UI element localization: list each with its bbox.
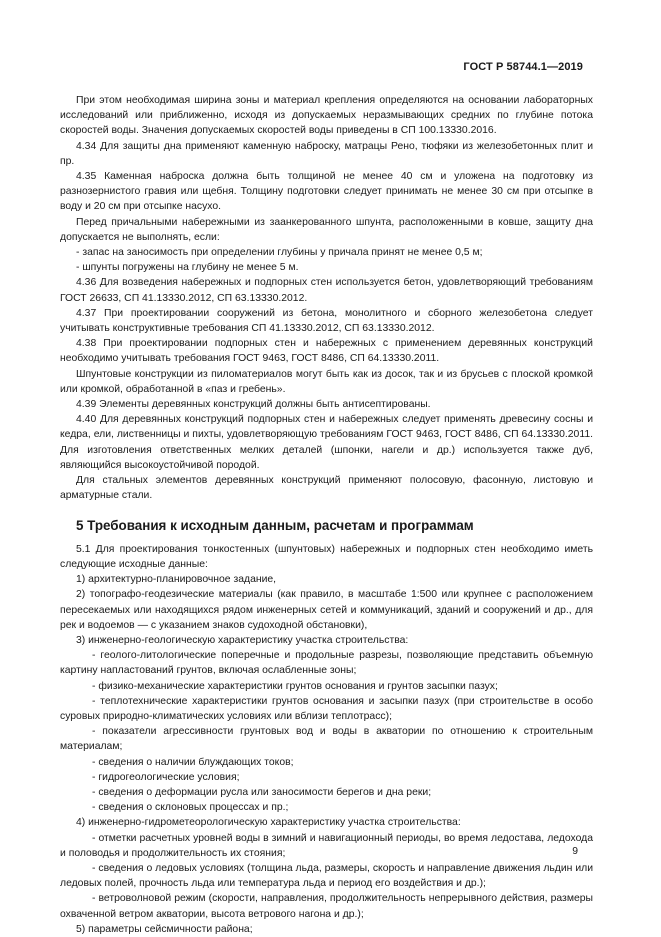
- paragraph: - показатели агрессивности грунтовых вод и воды в акватории по отношению к строительным материалам;: [60, 726, 593, 753]
- paragraph: - гидрогеологические условия;: [92, 771, 240, 783]
- paragraph: Шпунтовые конструкции из пиломатериалов могут быть как из досок, так и из брусьев с плоской кромкой или кромкой, обработанной в «паз и гребень».: [60, 368, 593, 395]
- paragraph: 4.38 При проектировании подпорных стен и набережных с применением деревянных конструкций необходимо учитывать требования ГОСТ 9463, ГОСТ 8486, СП 64.13330.2011.: [60, 338, 593, 365]
- paragraph: - сведения о склоновых процессах и пр.;: [92, 802, 289, 814]
- paragraph: 1) архитектурно-планировочное задание,: [76, 574, 277, 586]
- paragraph: - физико-механические характеристики грунтов основания и грунтов засыпки пазух;: [92, 680, 498, 692]
- paragraph: - ветроволновой режим (скорости, направления, продолжительность непрерывного действия, размеры охваченной ветром акватории, высота ветрового нагона и др.);: [60, 893, 593, 920]
- paragraph: 3) инженерно-геологическую характеристику участка строительства:: [76, 634, 409, 646]
- paragraph: 4.37 При проектировании сооружений из бетона, монолитного и сборного железобетона следует учитывать конструктивные требования СП 41.13330.2012, СП 63.13330.2012.: [60, 307, 593, 335]
- paragraph: - запас на заносимость при определении глубины у причала принят не менее 0,5 м;: [76, 247, 483, 259]
- paragraph: 5.1 Для проектирования тонкостенных (шпунтовых) набережных и подпорных стен необходимо иметь следующие исходные данные:: [60, 543, 593, 570]
- document-body: [60, 93, 593, 937]
- paragraph: Перед причальными набережными из заанкерованного шпунта, расположенными в ковше, защиту дна допускается не выполнять, если:: [60, 216, 593, 243]
- paragraph: - геолого-литологические поперечные и продольные разрезы, позволяющие представить объемную картину напластований грунтов, включая ослабленные зоны;: [60, 650, 593, 677]
- paragraph: 4) инженерно-гидрометеорологическую характеристику участка строительства:: [76, 817, 461, 829]
- paragraph: - теплотехнические характеристики грунтов основания и засыпки пазух (при строительстве в особо суровых природно-климатических условиях или вблизи теплотрасс);: [60, 695, 593, 722]
- paragraph: 4.39 Элементы деревянных конструкций должны быть антисептированы.: [76, 399, 431, 411]
- paragraph: 4.34 Для защиты дна применяют каменную наброску, матрацы Рено, тюфяки из железобетонных плит и пр.: [60, 140, 593, 167]
- page-number: 9: [572, 846, 578, 857]
- paragraph: 5) параметры сейсмичности района;: [76, 923, 253, 935]
- paragraph: - шпунты погружены на глубину не менее 5 м.: [76, 262, 299, 274]
- paragraph: Для стальных элементов деревянных конструкций применяют полосовую, фасонную, листовую и арматурные стали.: [60, 475, 593, 502]
- paragraph: - сведения о ледовых условиях (толщина льда, размеры, скорость и направление движения льдин или ледовых полей, прочность льда или температура льда и период его воздействия и др.);: [60, 862, 593, 890]
- paragraph: 4.36 Для возведения набережных и подпорных стен используется бетон, удовлетворяющий требованиям ГОСТ 26633, СП 41.13330.2012, СП 63.13330.2012.: [60, 277, 593, 304]
- paragraph: - сведения о деформации русла или заносимости берегов и дна реки;: [92, 786, 432, 798]
- paragraph: 4.35 Каменная наброска должна быть толщиной не менее 40 см и уложена на подготовку из разнозернистого гравия или щебня. Толщину подготовки следует принимать не менее 30 см при отсыпке в воду и 20 см при отсыпке насухо.: [60, 171, 593, 213]
- paragraph: 2) топографо-геодезические материалы (как правило, в масштабе 1:500 или крупнее с расположением пересекаемых или находящихся рядом инженерных сетей и коммуникаций, зданий и сооружений и др., для рек и водоемов — с указанием знаков судоходной обстановки),: [60, 589, 593, 631]
- paragraph: - сведения о наличии блуждающих токов;: [92, 756, 294, 768]
- document-header: ГОСТ Р 58744.1—2019: [463, 61, 583, 73]
- clause-5-text: [60, 542, 593, 937]
- paragraph: При этом необходимая ширина зоны и материал крепления определяются на основании лабораторных исследований или приближенно, исходя из допускаемых неразмывающих средних по глубине потока скоростей воды. Значения допускаемых скоростей воды приведены в СП 100.13330.2016.: [60, 95, 593, 137]
- clause-4-text: [60, 93, 593, 503]
- paragraph: - отметки расчетных уровней воды в зимний и навигационный периоды, во время ледостава, ледохода и половодья и продолжительность их стояния;: [60, 832, 593, 859]
- section-5-heading: 5 Требования к исходным данным, расчетам и программам: [76, 518, 474, 534]
- paragraph: 4.40 Для деревянных конструкций подпорных стен и набережных следует применять древесину сосны и кедра, ели, лиственницы и пихты, удовлетворяющую требованиям ГОСТ 9463, ГОСТ 8486, СП 64.13330.2011. Для изготовления ответственных мелких деталей (шпонки, нагели и др.) используется также дуб, являющийся высокоустойчивой породой.: [60, 414, 593, 471]
